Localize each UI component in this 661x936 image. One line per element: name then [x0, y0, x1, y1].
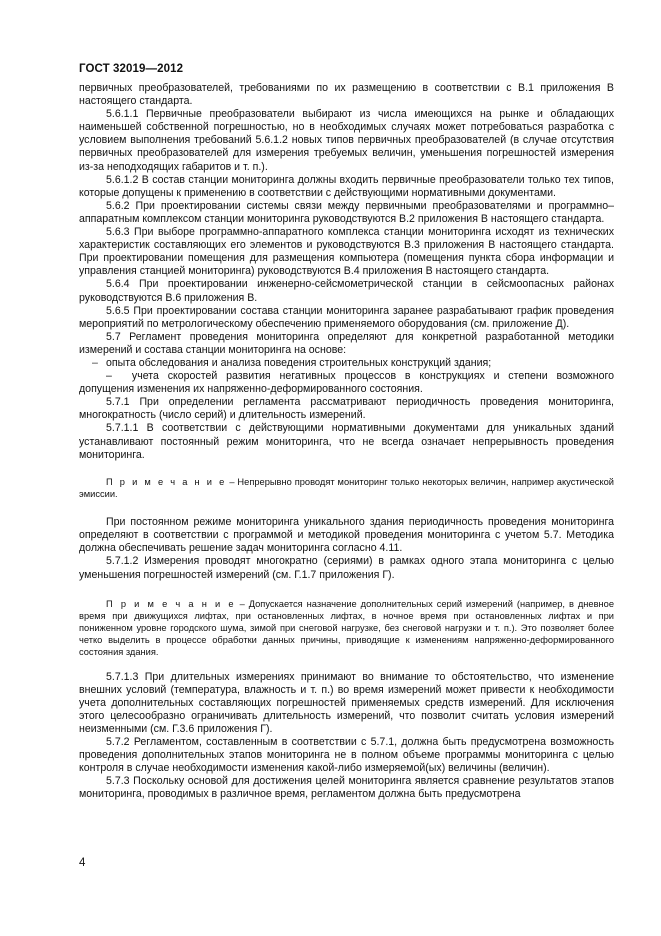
list-dash: –	[92, 356, 98, 369]
page-number: 4	[79, 857, 86, 869]
document-header: ГОСТ 32019—2012	[79, 63, 184, 75]
paragraph-5-7-1-1: 5.7.1.1 В соответствии с действующими нормативными документами для уникальных зданий устанавливают постоянный режим мониторинга, что не всегда означает непрерывность проведения мониторинга.	[79, 422, 614, 461]
paragraph-5-7: 5.7 Регламент проведения мониторинга определяют для конкретной разработанной методики измерений и состава станции мониторинга на основе:	[79, 330, 614, 356]
note-2	[79, 598, 614, 659]
paragraph-5-7-1-3: 5.7.1.3 При длительных измерениях принимают во внимание то обстоятельство, что изменение внешних условий (температура, влажность и т. п.) во время измерений может привести к необходимости учета дополнительных составляющих погрешностей применяемых средств измерений. Для исключения этого целесообразно ограничивать длительность измерений, что позволит считать условия измерений неизменными (см. Г.3.6 приложения Г).	[79, 670, 614, 735]
list-item	[79, 357, 614, 370]
note-label: П р и м е ч а н и е	[106, 476, 227, 487]
list-item-text: учета скоростей развития негативных процессов в конструкциях и степени возможного допущения изменения их напряженно-деформированного состояния.	[79, 370, 614, 396]
note-1	[79, 476, 614, 500]
paragraph-5-7-3: 5.7.3 Поскольку основой для достижения целей мониторинга является сравнение результатов этапов мониторинга, проводимых в различное время, регламентом должна быть предусмотрена	[79, 775, 614, 801]
paragraph: первичных преобразователей, требованиями по их размещению в соответствии с В.1 приложения В настоящего стандарта.	[79, 82, 614, 108]
note-text: – Допускается назначение дополнительных серий измерений (например, в дневное время при движущихся лифтах, при остановленных лифтах, в ночное время при остановленных лифтах и при пониженном уровне городского шума, зимой при снеговой нагрузке, без снеговой нагрузки и т. п.). Это позволяет более четко выделить в процессе обработки данных причины, приводящие к изменениям напряженно-деформированного состояния здания.	[79, 598, 614, 658]
note-label: П р и м е ч а н и е	[106, 598, 236, 609]
paragraph-continuous-mode: При постоянном режиме мониторинга уникального здания периодичность проведения мониторинга определяют в соответствии с программой и методикой проведения мониторинга с учетом 5.7. Методика должна обеспечивать решение задач мониторинга согласно 4.11.	[79, 516, 614, 555]
list-item	[79, 370, 614, 396]
list-item-text: опыта обследования и анализа поведения строительных конструкций здания;	[106, 356, 492, 369]
paragraph-5-6-2: 5.6.2 При проектировании системы связи между первичными преобразователями и программно–аппаратным комплексом станции мониторинга руководствуются В.2 приложения В настоящего стандарта.	[79, 199, 614, 225]
paragraph-5-6-5: 5.6.5 При проектировании состава станции мониторинга заранее разрабатывают график проведения мероприятий по метрологическому обеспечению применяемого оборудования (см. приложение Д).	[79, 304, 614, 330]
paragraph-5-6-1-1: 5.6.1.1 Первичные преобразователи выбирают из числа имеющихся на рынке и обладающих наименьшей собственной погрешностью, но в необходимых случаях может потребоваться разработка с условием выполнения требований 5.6.1.2 новых типов первичных преобразователей (в случае отсутствия первичных преобразователей для измерения требуемых величин, уменьшения погрешностей измерения из-за неподходящих габаритов и т. п.).	[79, 108, 614, 173]
paragraph-5-6-4: 5.6.4 При проектировании инженерно-сейсмометрической станции в сейсмоопасных районах руководствуются В.6 приложения В.	[79, 278, 614, 304]
paragraph-5-6-3: 5.6.3 При выборе программно-аппаратного комплекса станции мониторинга исходят из технических характеристик составляющих его элементов и руководствуются В.3 приложения В настоящего стандарта. При проектировании помещения для размещения компьютера (помещения пункта сбора информации и управления станцией мониторинга) руководствуются В.4 приложения В настоящего стандарта.	[79, 226, 614, 278]
paragraph-5-7-2: 5.7.2 Регламентом, составленным в соответствии с 5.7.1, должна быть предусмотрена возможность проведения дополнительных этапов мониторинга не в полном объеме программы мониторинга с целью контроля в случае необходимости изменения какой-либо измеряемой(ых) величины (величин).	[79, 736, 614, 775]
paragraph-5-6-1-2: 5.6.1.2 В состав станции мониторинга должны входить первичные преобразователи только тех типов, которые допущены к применению в соответствии с действующими нормативными документами.	[79, 173, 614, 199]
paragraph-5-7-1: 5.7.1 При определении регламента рассматривают периодичность проведения мониторинга, многократность (число серий) и длительность измерений.	[79, 396, 614, 422]
paragraph-5-7-1-2: 5.7.1.2 Измерения проводят многократно (сериями) в рамках одного этапа мониторинга с целью уменьшения погрешностей измерений (см. Г.1.7 приложения Г).	[79, 555, 614, 581]
list-dash: –	[106, 370, 112, 383]
page-body	[79, 82, 614, 802]
note-text: – Непрерывно проводят мониторинг только некоторых величин, например акустической эмиссии.	[79, 476, 614, 499]
